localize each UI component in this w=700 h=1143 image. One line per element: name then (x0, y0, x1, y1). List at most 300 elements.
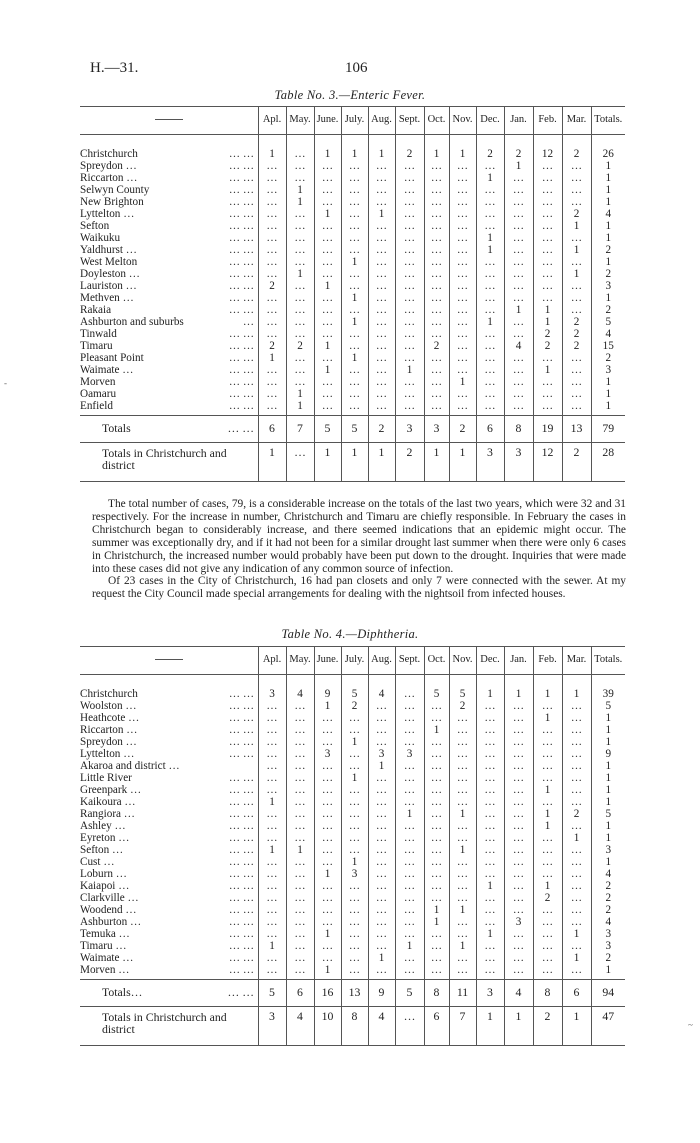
value-cell: … (314, 245, 341, 257)
value-cell: … (504, 773, 533, 785)
value-cell: … (533, 833, 562, 845)
value-cell: … (341, 893, 368, 905)
district-totals-cell: 3 (504, 443, 533, 482)
column-header: July. (341, 647, 368, 675)
value-cell: … (395, 161, 424, 173)
value-cell: … (314, 917, 341, 929)
value-cell: … (504, 245, 533, 257)
place-name: Rakaia (80, 305, 112, 317)
value-cell: … (341, 245, 368, 257)
value-cell: … (258, 965, 286, 980)
value-cell: 2 (591, 905, 625, 917)
value-cell: … (368, 389, 395, 401)
value-cell: 1 (314, 929, 341, 941)
value-cell: … (286, 353, 314, 365)
totals-cell: 9 (368, 980, 395, 1007)
place-cell (80, 185, 258, 197)
district-totals-cell: 1 (562, 1007, 591, 1046)
value-cell: … (395, 869, 424, 881)
place-cell (80, 761, 258, 773)
leader-dots: … … (228, 689, 254, 701)
value-cell: 2 (533, 893, 562, 905)
district-totals-cell: 4 (368, 1007, 395, 1046)
value-cell: … (533, 389, 562, 401)
value-cell: … (504, 281, 533, 293)
value-cell: … (368, 245, 395, 257)
value-cell: 1 (368, 149, 395, 161)
empty-cell (449, 135, 476, 150)
table-row (80, 317, 625, 329)
value-cell: … (395, 845, 424, 857)
value-cell: … (368, 365, 395, 377)
value-cell: … (424, 161, 449, 173)
value-cell: 1 (591, 389, 625, 401)
place-name: Loburn … (80, 869, 127, 881)
column-header: Jan. (504, 107, 533, 135)
value-cell: 1 (591, 857, 625, 869)
value-cell: 1 (591, 965, 625, 980)
place-name: Sefton … (80, 845, 124, 857)
value-cell: 1 (476, 245, 504, 257)
place-name: Kaikoura … (80, 797, 136, 809)
table-row (80, 389, 625, 401)
place-cell (80, 233, 258, 245)
value-cell: 1 (533, 689, 562, 701)
place-name: Temuka … (80, 929, 130, 941)
value-cell: … (476, 257, 504, 269)
value-cell: 4 (591, 869, 625, 881)
empty-cell (314, 675, 341, 690)
value-cell: … (286, 209, 314, 221)
value-cell: 5 (591, 317, 625, 329)
district-totals-label: Totals in Christchurch and district (80, 1007, 258, 1046)
totals-cell: 4 (504, 980, 533, 1007)
value-cell: 1 (368, 761, 395, 773)
value-cell: … (258, 401, 286, 416)
value-cell: 4 (591, 209, 625, 221)
value-cell: … (341, 953, 368, 965)
value-cell: 3 (368, 749, 395, 761)
value-cell: 1 (533, 785, 562, 797)
leader-dots: … … (228, 929, 254, 941)
value-cell: 3 (591, 845, 625, 857)
totals-cell: 2 (368, 416, 395, 443)
value-cell: … (341, 941, 368, 953)
value-cell: 2 (533, 341, 562, 353)
value-cell: … (395, 197, 424, 209)
value-cell: … (314, 233, 341, 245)
value-cell: … (341, 761, 368, 773)
value-cell: … (504, 293, 533, 305)
value-cell: 4 (368, 689, 395, 701)
value-cell: … (341, 797, 368, 809)
table-row (80, 713, 625, 725)
leader-dots: … … (228, 809, 254, 821)
value-cell: … (562, 761, 591, 773)
value-cell: … (258, 245, 286, 257)
value-cell: … (476, 221, 504, 233)
place-name: West Melton (80, 257, 138, 269)
value-cell: … (562, 893, 591, 905)
empty-cell (368, 135, 395, 150)
column-header: Sept. (395, 107, 424, 135)
leader-dots: … … (228, 737, 254, 749)
value-cell: … (449, 233, 476, 245)
value-cell: 2 (591, 269, 625, 281)
value-cell: … (424, 293, 449, 305)
place-cell (80, 293, 258, 305)
empty-cell (476, 135, 504, 150)
table-row (80, 737, 625, 749)
value-cell: … (504, 965, 533, 980)
value-cell: 1 (591, 821, 625, 833)
value-cell: … (424, 797, 449, 809)
value-cell: 3 (314, 749, 341, 761)
value-cell: … (395, 929, 424, 941)
value-cell: 1 (591, 197, 625, 209)
place-cell (80, 149, 258, 161)
totals-row (80, 980, 625, 1007)
value-cell: 1 (562, 833, 591, 845)
value-cell: … (562, 161, 591, 173)
totals-cell: 11 (449, 980, 476, 1007)
leader-dots: … … (228, 749, 254, 761)
table-row (80, 173, 625, 185)
value-cell: 1 (562, 689, 591, 701)
value-cell: … (562, 713, 591, 725)
value-cell: … (424, 365, 449, 377)
value-cell: … (449, 953, 476, 965)
value-cell: … (395, 917, 424, 929)
value-cell: … (533, 281, 562, 293)
value-cell: … (449, 761, 476, 773)
column-header: May. (286, 107, 314, 135)
value-cell: … (562, 233, 591, 245)
place-name: Cust … (80, 857, 115, 869)
value-cell: … (533, 245, 562, 257)
leader-dots: … … (227, 421, 254, 436)
leader-dots: … … (228, 953, 254, 965)
table-row (80, 761, 625, 773)
value-cell: … (533, 953, 562, 965)
value-cell: 1 (314, 341, 341, 353)
value-cell: 1 (533, 365, 562, 377)
leader-dots: … … (228, 281, 254, 293)
value-cell: … (395, 293, 424, 305)
column-header: July. (341, 107, 368, 135)
value-cell: … (286, 905, 314, 917)
empty-cell (258, 675, 286, 690)
value-cell: … (504, 185, 533, 197)
value-cell: … (314, 329, 341, 341)
value-cell: 1 (591, 257, 625, 269)
empty-cell (80, 675, 258, 690)
value-cell: … (314, 353, 341, 365)
value-cell: 1 (258, 845, 286, 857)
place-cell (80, 317, 258, 329)
value-cell: … (449, 737, 476, 749)
value-cell: … (476, 893, 504, 905)
value-cell: 1 (591, 773, 625, 785)
value-cell: 3 (591, 941, 625, 953)
value-cell: … (449, 317, 476, 329)
value-cell: 1 (314, 149, 341, 161)
value-cell: … (368, 221, 395, 233)
enteric-fever-table (80, 106, 625, 482)
value-cell: … (533, 905, 562, 917)
value-cell: 2 (395, 149, 424, 161)
empty-cell (341, 675, 368, 690)
value-cell: … (562, 281, 591, 293)
value-cell: … (424, 869, 449, 881)
table-row (80, 821, 625, 833)
value-cell: 2 (562, 149, 591, 161)
value-cell: 2 (591, 953, 625, 965)
value-cell: 39 (591, 689, 625, 701)
value-cell: 1 (504, 305, 533, 317)
value-cell: 9 (591, 749, 625, 761)
district-totals-label: Totals in Christchurch and district (80, 443, 258, 482)
place-cell (80, 341, 258, 353)
place-cell (80, 353, 258, 365)
value-cell: … (476, 701, 504, 713)
value-cell: … (476, 869, 504, 881)
value-cell: … (341, 341, 368, 353)
value-cell: … (395, 221, 424, 233)
value-cell: … (341, 917, 368, 929)
table-row (80, 377, 625, 389)
column-header: Feb. (533, 647, 562, 675)
value-cell: 4 (591, 917, 625, 929)
value-cell: … (314, 905, 341, 917)
place-cell (80, 173, 258, 185)
value-cell: … (449, 221, 476, 233)
value-cell: 1 (591, 185, 625, 197)
value-cell: … (449, 833, 476, 845)
value-cell: … (341, 845, 368, 857)
value-cell: … (368, 881, 395, 893)
value-cell: … (258, 881, 286, 893)
value-cell: … (449, 869, 476, 881)
column-header: Sept. (395, 647, 424, 675)
value-cell: … (533, 173, 562, 185)
value-cell: … (424, 401, 449, 416)
value-cell: … (258, 929, 286, 941)
place-cell (80, 857, 258, 869)
value-cell: … (395, 905, 424, 917)
place-cell (80, 869, 258, 881)
value-cell: … (258, 221, 286, 233)
value-cell: … (258, 833, 286, 845)
place-cell (80, 941, 258, 953)
value-cell: … (533, 353, 562, 365)
table-row (80, 905, 625, 917)
leader-dots: … … (228, 941, 254, 953)
value-cell: … (395, 773, 424, 785)
value-cell: … (476, 833, 504, 845)
value-cell: 1 (341, 257, 368, 269)
value-cell: … (504, 809, 533, 821)
place-name: Pleasant Point (80, 353, 144, 365)
value-cell: … (476, 785, 504, 797)
value-cell: … (504, 761, 533, 773)
value-cell: … (341, 161, 368, 173)
value-cell: … (449, 821, 476, 833)
value-cell: 1 (562, 245, 591, 257)
value-cell: 1 (476, 233, 504, 245)
value-cell: … (562, 857, 591, 869)
place-name: Eyreton … (80, 833, 130, 845)
totals-label: Totals (102, 421, 131, 436)
value-cell: … (314, 173, 341, 185)
leader-dots: … … (228, 905, 254, 917)
value-cell: … (424, 785, 449, 797)
totals-cell: 5 (395, 980, 424, 1007)
value-cell: 1 (258, 797, 286, 809)
value-cell: … (476, 365, 504, 377)
value-cell: … (395, 821, 424, 833)
value-cell: … (314, 305, 341, 317)
value-cell: 1 (314, 701, 341, 713)
value-cell: … (504, 209, 533, 221)
value-cell: … (504, 941, 533, 953)
value-cell: … (395, 329, 424, 341)
value-cell: … (368, 281, 395, 293)
column-header: Apl. (258, 647, 286, 675)
value-cell: … (368, 269, 395, 281)
value-cell: … (314, 161, 341, 173)
value-cell: … (286, 749, 314, 761)
value-cell: … (424, 773, 449, 785)
leader-dots: … … (228, 377, 254, 389)
value-cell: 9 (314, 689, 341, 701)
district-totals-cell: 1 (258, 443, 286, 482)
totals-label-cell (80, 980, 258, 1007)
value-cell: … (504, 833, 533, 845)
value-cell: … (449, 257, 476, 269)
value-cell: … (424, 893, 449, 905)
table-row (80, 233, 625, 245)
table-row (80, 797, 625, 809)
value-cell: 4 (504, 341, 533, 353)
place-cell (80, 953, 258, 965)
value-cell: … (258, 785, 286, 797)
value-cell: 2 (476, 149, 504, 161)
value-cell: … (562, 725, 591, 737)
value-cell: … (258, 185, 286, 197)
value-cell: … (314, 197, 341, 209)
value-cell: … (562, 881, 591, 893)
value-cell: … (286, 221, 314, 233)
value-cell: 1 (341, 353, 368, 365)
place-cell (80, 389, 258, 401)
value-cell: … (504, 701, 533, 713)
empty-cell (533, 675, 562, 690)
place-cell (80, 809, 258, 821)
value-cell: … (368, 293, 395, 305)
value-cell: … (314, 269, 341, 281)
totals-cell: 5 (314, 416, 341, 443)
value-cell: … (449, 269, 476, 281)
value-cell: … (341, 281, 368, 293)
enteric-table-caption: Table No. 3.—Enteric Fever. (274, 88, 426, 102)
value-cell: … (395, 341, 424, 353)
value-cell: … (476, 161, 504, 173)
place-cell (80, 257, 258, 269)
value-cell: … (424, 173, 449, 185)
value-cell: … (286, 305, 314, 317)
place-cell (80, 917, 258, 929)
value-cell: … (258, 209, 286, 221)
value-cell: … (341, 833, 368, 845)
value-cell: 1 (562, 953, 591, 965)
value-cell: 1 (286, 269, 314, 281)
value-cell: 26 (591, 149, 625, 161)
place-cell (80, 365, 258, 377)
value-cell: … (476, 293, 504, 305)
place-name: Rangiora … (80, 809, 135, 821)
totals-cell: 8 (424, 980, 449, 1007)
value-cell: … (368, 917, 395, 929)
value-cell: … (476, 389, 504, 401)
leader-dots: … … (228, 965, 254, 976)
table-row (80, 365, 625, 377)
value-cell: … (368, 701, 395, 713)
totals-cell: 2 (449, 416, 476, 443)
leader-dots: … … (228, 149, 254, 161)
value-cell: … (476, 209, 504, 221)
leader-dots: … … (228, 293, 254, 305)
value-cell: … (449, 353, 476, 365)
place-name: Akaroa and district … (80, 761, 180, 773)
header-blank (80, 647, 258, 675)
table-row (80, 353, 625, 365)
value-cell: … (286, 233, 314, 245)
value-cell: … (533, 293, 562, 305)
column-header: Totals. (591, 107, 625, 135)
leader-dots: … … (228, 353, 254, 365)
value-cell: … (395, 857, 424, 869)
place-name: Waimate … (80, 365, 134, 377)
value-cell: … (258, 905, 286, 917)
value-cell: … (395, 281, 424, 293)
value-cell: 2 (533, 329, 562, 341)
district-totals-cell: 8 (341, 1007, 368, 1046)
value-cell: … (395, 305, 424, 317)
value-cell: 1 (341, 317, 368, 329)
place-cell (80, 893, 258, 905)
value-cell: 1 (476, 929, 504, 941)
value-cell: … (368, 317, 395, 329)
value-cell: … (424, 377, 449, 389)
value-cell: … (395, 881, 424, 893)
district-totals-row (80, 443, 625, 482)
value-cell: … (258, 173, 286, 185)
value-cell: … (314, 845, 341, 857)
value-cell: … (476, 725, 504, 737)
value-cell: … (504, 737, 533, 749)
value-cell: … (341, 881, 368, 893)
value-cell: … (286, 293, 314, 305)
value-cell: … (286, 365, 314, 377)
table-row (80, 953, 625, 965)
value-cell: 1 (591, 761, 625, 773)
value-cell: … (562, 785, 591, 797)
value-cell: … (314, 809, 341, 821)
value-cell: … (562, 905, 591, 917)
value-cell: … (449, 209, 476, 221)
district-totals-cell: 1 (341, 443, 368, 482)
